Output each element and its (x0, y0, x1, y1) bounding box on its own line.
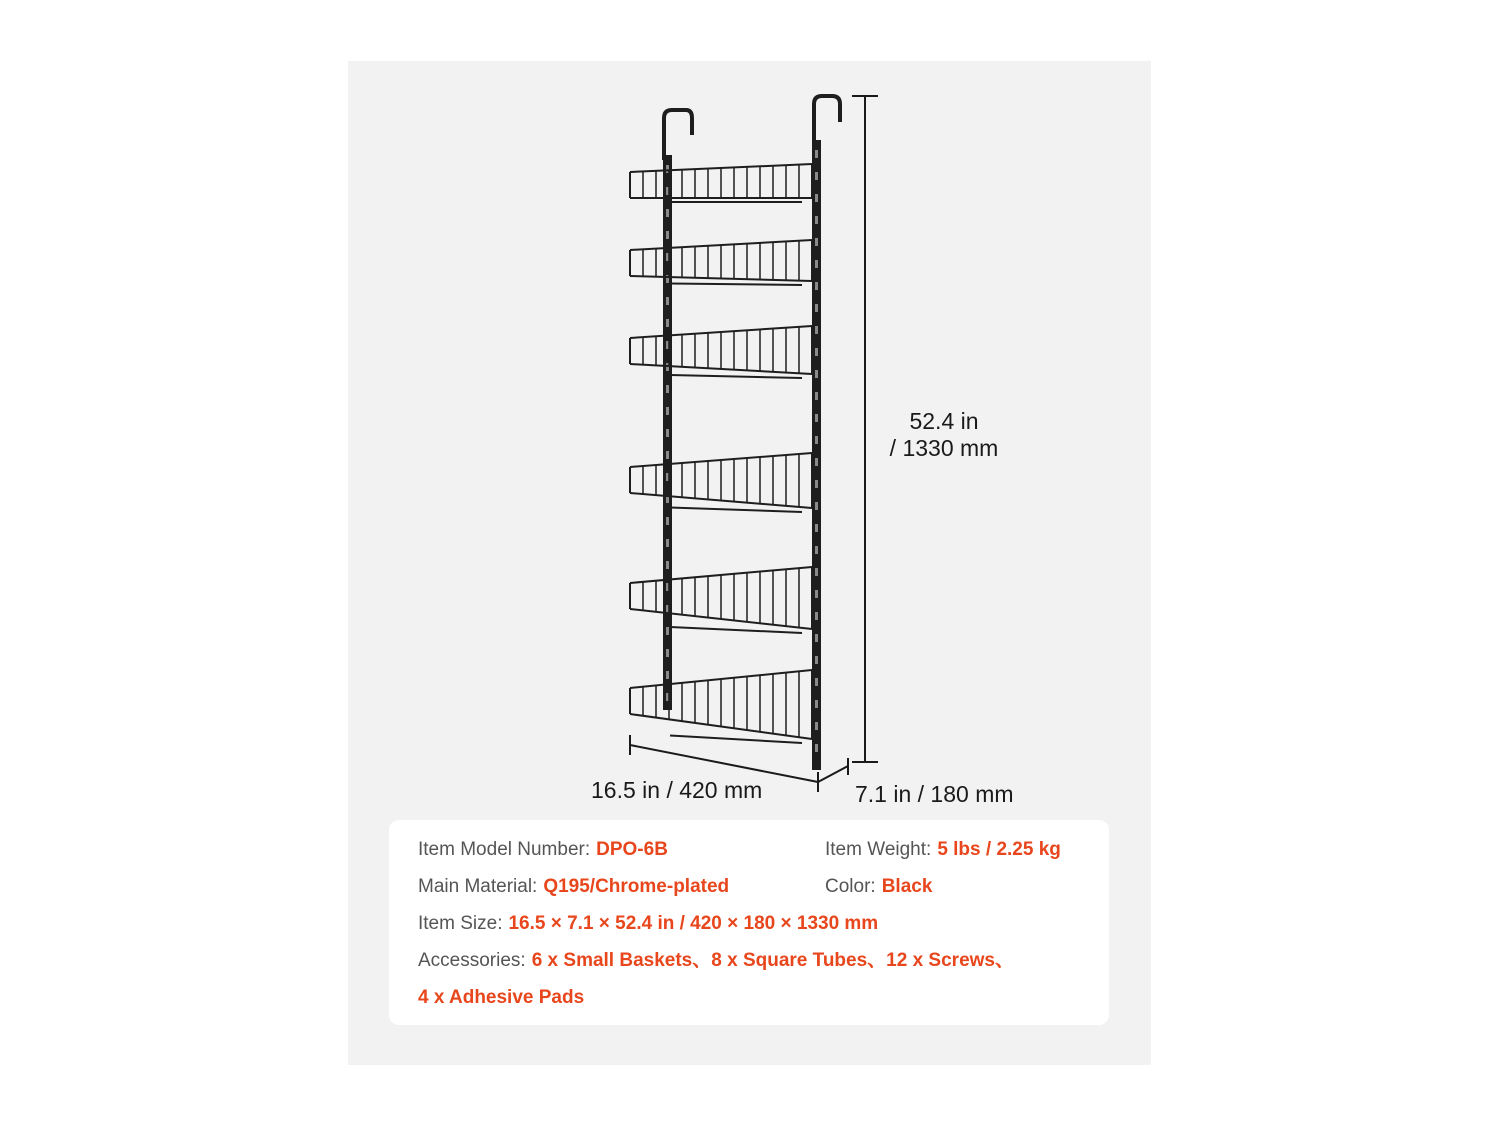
rail-slot (666, 671, 669, 679)
rail-slot (666, 517, 669, 525)
rail-slot (815, 524, 818, 532)
wire-basket (630, 567, 812, 633)
rail-slot (666, 385, 669, 393)
rail-slot (815, 612, 818, 620)
model-label: Item Model Number: (418, 839, 591, 860)
rail-slot (666, 649, 669, 657)
rail-slot (666, 429, 669, 437)
rail-slot (666, 451, 669, 459)
rail-slot (815, 458, 818, 466)
height-dimension-line (852, 96, 878, 762)
wire-basket (630, 453, 812, 512)
rail-slot (815, 436, 818, 444)
rail-slot (815, 216, 818, 224)
rail-slot (815, 480, 818, 488)
depth-dimension-line (818, 758, 848, 782)
color-label: Color: (825, 876, 876, 897)
wire-basket (630, 670, 812, 743)
left-hook (664, 110, 692, 160)
material-value: Q195/Chrome-plated (543, 876, 730, 897)
rail-slot (815, 546, 818, 554)
weight-value: 5 lbs / 2.25 kg (937, 839, 1061, 860)
rail-slot (815, 392, 818, 400)
rail-slot (666, 297, 669, 305)
rail-slot (815, 678, 818, 686)
rail-slot (815, 568, 818, 576)
spec-accessories-cont (418, 986, 584, 1010)
baskets (630, 164, 812, 743)
rail-slot (815, 656, 818, 664)
wire-basket (630, 326, 812, 378)
rail-slot (815, 370, 818, 378)
size-value: 16.5 × 7.1 × 52.4 in / 420 × 180 × 1330 mm (508, 913, 879, 934)
rail-slot (666, 319, 669, 327)
right-hook (814, 96, 840, 140)
rail-slot (666, 407, 669, 415)
depth-dimension-label: 7.1 in / 180 mm (855, 781, 1014, 807)
spec-card (389, 820, 1109, 1025)
rail-slot (666, 539, 669, 547)
spec-model (418, 838, 668, 862)
width-dimension-label: 16.5 in / 420 mm (591, 777, 763, 803)
rail-slot (666, 627, 669, 635)
rail-slot (666, 231, 669, 239)
rail-slot (815, 700, 818, 708)
spec-material (418, 875, 729, 899)
rail-slot (815, 348, 818, 356)
accessories-value: 6 x Small Baskets、8 x Square Tubes、12 x Screws、 (531, 950, 1014, 971)
rail-slot (815, 260, 818, 268)
rail-slot (815, 722, 818, 730)
rail-slot (815, 502, 818, 510)
rail-slot (815, 194, 818, 202)
wire-basket (630, 240, 812, 285)
rail-slot (815, 744, 818, 752)
spec-size (418, 912, 878, 936)
weight-label: Item Weight: (825, 839, 932, 860)
rail-slot (815, 590, 818, 598)
rail-slot (815, 634, 818, 642)
rail-slot (815, 282, 818, 290)
rail-slot (815, 150, 818, 158)
spec-color (825, 875, 932, 899)
material-label: Main Material: (418, 876, 538, 897)
rail-slot (815, 172, 818, 180)
right-rail (812, 140, 821, 770)
spec-accessories (418, 949, 1014, 973)
rail-slot (815, 326, 818, 334)
accessories-label: Accessories: (418, 950, 526, 971)
spec-weight (825, 838, 1061, 862)
height-dimension-label (880, 408, 1008, 462)
rail-slot (666, 561, 669, 569)
height-inches: 52.4 in (909, 408, 979, 434)
color-value: Black (881, 876, 933, 897)
accessories-value-continued: 4 x Adhesive Pads (418, 987, 585, 1008)
wire-basket (630, 164, 812, 202)
height-millimeters: / 1330 mm (889, 435, 999, 461)
rail-slot (815, 238, 818, 246)
rail-slot (815, 304, 818, 312)
rail-slot (815, 414, 818, 422)
rail-slot (666, 209, 669, 217)
size-label: Item Size: (418, 913, 503, 934)
model-value: DPO-6B (596, 839, 668, 860)
